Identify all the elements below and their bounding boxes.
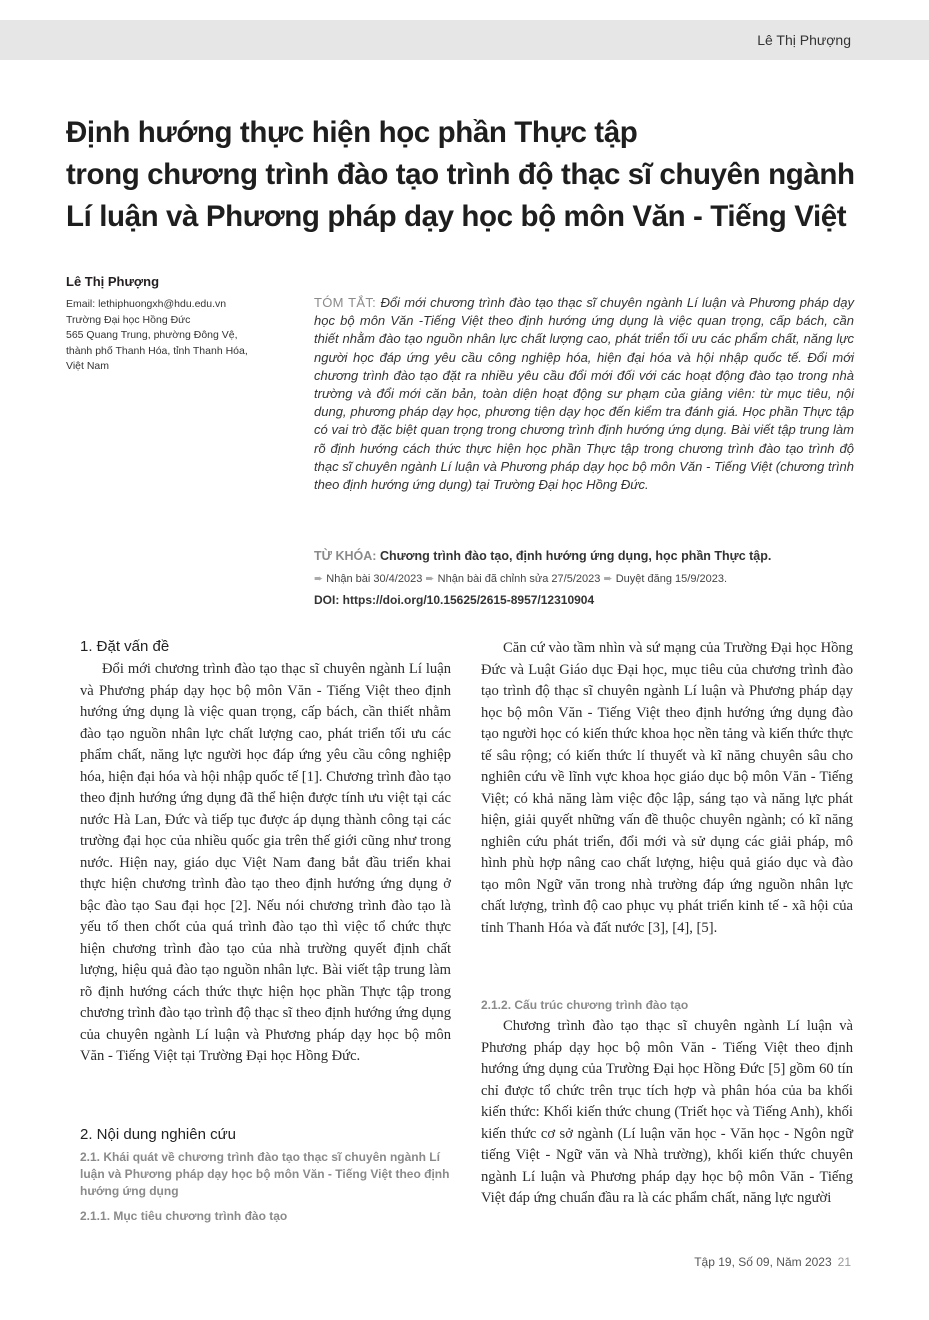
title-line: trong chương trình đào tạo trình độ thạc sĩ chuyên ngành xyxy=(66,158,855,191)
arrow-icon: ➨ xyxy=(314,573,324,585)
page-number: 21 xyxy=(837,1255,851,1269)
right-column-paragraph-2 xyxy=(481,1016,853,1210)
keywords xyxy=(314,549,874,563)
affiliation-line: Việt Nam xyxy=(66,360,109,372)
author-name: Lê Thị Phượng xyxy=(66,274,160,289)
abstract xyxy=(314,294,854,494)
arrow-icon: ➨ xyxy=(425,573,435,585)
subsection-2-1-heading: 2.1. Khái quát về chương trình đào tạo thạc sĩ chuyên ngành Lí luận và Phương pháp dạy học bộ môn Văn - Tiếng Việt theo định hướng ứng dụng xyxy=(80,1150,450,1198)
affiliation-line: Trường Đại học Hồng Đức xyxy=(66,313,191,326)
article-dates xyxy=(314,572,727,585)
paragraph: Đổi mới chương trình đào tạo thạc sĩ chuyên ngành Lí luận và Phương pháp dạy học bộ môn Văn - Tiếng Việt theo định hướng ứng dụng là việc quan trọng, cấp bách, cần thiết nhằm đào tạo nguồn nhân lực chất lượng cao, phát triển tối ưu các phẩm chất, năng lực người học đáp ứng yêu cầu công nghiệp hóa, hiện đại hóa và hội nhập quốc tế [1]. Chương trình đào tạo theo định hướng ứng dụng đã thể hiện được tính ưu việt tại các nước Hà Lan, Đức và tiếp tục được áp dụng thành công tại các trường đại học của nhiều quốc gia trên thế giới cũng như trong nước. Hiện nay, giáo dục Việt Nam đang bắt đầu triển khai thực hiện chương trình đào tạo theo định hướng ứng dụng ở bậc đào tạo Sau đại học [2]. Nếu nói chương trình đào tạo là yếu tố then chốt của quá trình đào tạo thì việc tổ chức thực hiện chương trình đào tạo của nhà trường quyết định chất lượng, hiệu quả đào tạo nguồn nhân lực. Bài viết tập trung làm rõ định hướng cách thức thực hiện học phần Thực tập trong chương trình đào tạo trình độ thạc sĩ theo định hướng ứng dụng của chuyên ngành Lí luận và Phương pháp dạy học bộ môn Văn - Tiếng Việt tại Trường Đại học Hồng Đức. xyxy=(80,661,451,1064)
paragraph: Chương trình đào tạo thạc sĩ chuyên ngành Lí luận và Phương pháp dạy học bộ môn Văn - Tiếng Việt theo định hướng ứng dụng của Trường Đại học Hồng Đức [5] gồm 60 tín chỉ được tổ chức trên trục tích hợp và phân hóa của ba khối kiến thức: Khối kiến thức chung (Triết học và Tiếng Anh), khối kiến thức cơ sở ngành (Lí luận văn học - Văn học - Ngôn ngữ tiếng Việt - Ngữ văn và Nhà trường), khối kiến thức chuyên ngành Lí luận và Phương pháp dạy học bộ môn Văn - Tiếng Việt đáp ứng chuẩn đầu ra là các phẩm chất, năng lực người xyxy=(481,1018,853,1206)
accepted-date: Duyệt đăng 15/9/2023. xyxy=(615,573,728,585)
running-header-author: Lê Thị Phượng xyxy=(757,32,851,48)
received-date: Nhận bài 30/4/2023 xyxy=(326,573,423,585)
running-header-bar xyxy=(0,20,929,60)
right-column-paragraph-1 xyxy=(481,638,853,939)
arrow-icon: ➨ xyxy=(603,573,613,585)
keywords-label: TỪ KHÓA: xyxy=(314,549,377,563)
section-1-body xyxy=(80,659,451,1068)
article-title xyxy=(66,112,866,238)
abstract-label: TÓM TẮT: xyxy=(314,295,377,310)
author-affiliation xyxy=(66,297,276,375)
affiliation-email: Email: lethiphuongxh@hdu.edu.vn xyxy=(66,298,227,310)
keywords-text: Chương trình đào tạo, định hướng ứng dụng, học phần Thực tập. xyxy=(379,549,772,563)
abstract-text: Đổi mới chương trình đào tạo thạc sĩ chuyên ngành Lí luận và Phương pháp dạy học bộ môn Văn -Tiếng Việt theo định hướng ứng dụng là việc quan trọng, cấp bách, cần thiết nhằm đào tạo nguồn nhân lực chất lượng cao, phát triển tối ưu các phẩm chất, năng lực người học đáp ứng yêu cầu công nghiệp hóa, hiện đại hóa và hội nhập quốc tế. Đổi mới chương trình đào tạo đặt ra nhiều yêu cầu đổi mới đối với các hoạt động đào tạo trong nhà trường và đổi mới căn bản, toàn diện hoạt động sư phạm của giảng viên: từ mục tiêu, nội dung, phương pháp dạy học, phương tiện dạy học đến kiểm tra đánh giá. Học phần Thực tập có vai trò đặc biệt quan trọng trong chương trình định hướng ứng dụng. Bài viết tập trung làm rõ định hướng cách thức thực hiện học phần Thực tập trong chương trình đào tạo trình độ thạc sĩ chuyên ngành Lí luận và Phương pháp dạy học bộ môn Văn - Tiếng Việt (chương trình theo định hướng ứng dụng) tại Trường Đại học Hồng Đức. xyxy=(314,295,854,493)
affiliation-line: 565 Quang Trung, phường Đông Vệ, xyxy=(66,329,238,341)
subsection-2-1-1-heading: 2.1.1. Mục tiêu chương trình đào tạo xyxy=(80,1209,288,1223)
title-line: Lí luận và Phương pháp dạy học bộ môn Văn - Tiếng Việt xyxy=(66,200,847,233)
page-footer xyxy=(694,1255,851,1269)
journal-issue: Tập 19, Số 09, Năm 2023 xyxy=(694,1255,832,1269)
doi-link[interactable]: DOI: https://doi.org/10.15625/2615-8957/12310904 xyxy=(314,593,595,607)
section-2-heading: 2. Nội dung nghiên cứu xyxy=(80,1126,236,1143)
affiliation-line: thành phố Thanh Hóa, tỉnh Thanh Hóa, xyxy=(66,344,248,357)
paragraph: Căn cứ vào tầm nhìn và sứ mạng của Trường Đại học Hồng Đức và Luật Giáo dục Đại học, mục tiêu của chương trình đào tạo trình độ thạc sĩ chuyên ngành Lí luận và Phương pháp dạy học bộ môn Văn - Tiếng Việt theo định hướng ứng dụng đào tạo người học có kiến thức khoa học nền tảng và kiến thức thực tế sâu rộng; có kiến thức lí thuyết và kĩ năng chuyên sâu cho nghiên cứu về lĩnh vực khoa học giáo dục bộ môn Văn - Tiếng Việt; có khả năng làm việc độc lập, sáng tạo và năng lực phát hiện, giải quyết những vấn đề thuộc chuyên ngành; có kĩ năng nghiên cứu phát triển, đổi mới và sử dụng các giải pháp, mô hình phù hợp nâng cao chất lượng, hiệu quả giáo dục và đào tạo môn Ngữ văn trong nhà trường đáp ứng nguồn nhân lực chất lượng, trình độ cao phục vụ phát triển kinh tế - xã hội của tỉnh Thanh Hóa và đất nước [3], [4], [5]. xyxy=(481,640,853,936)
revised-date: Nhận bài đã chỉnh sửa 27/5/2023 xyxy=(437,573,601,585)
subsection-2-1-2-heading: 2.1.2. Cấu trúc chương trình đào tạo xyxy=(481,998,689,1012)
section-1-heading: 1. Đặt vấn đề xyxy=(80,638,170,655)
title-line: Định hướng thực hiện học phần Thực tập xyxy=(66,116,638,149)
